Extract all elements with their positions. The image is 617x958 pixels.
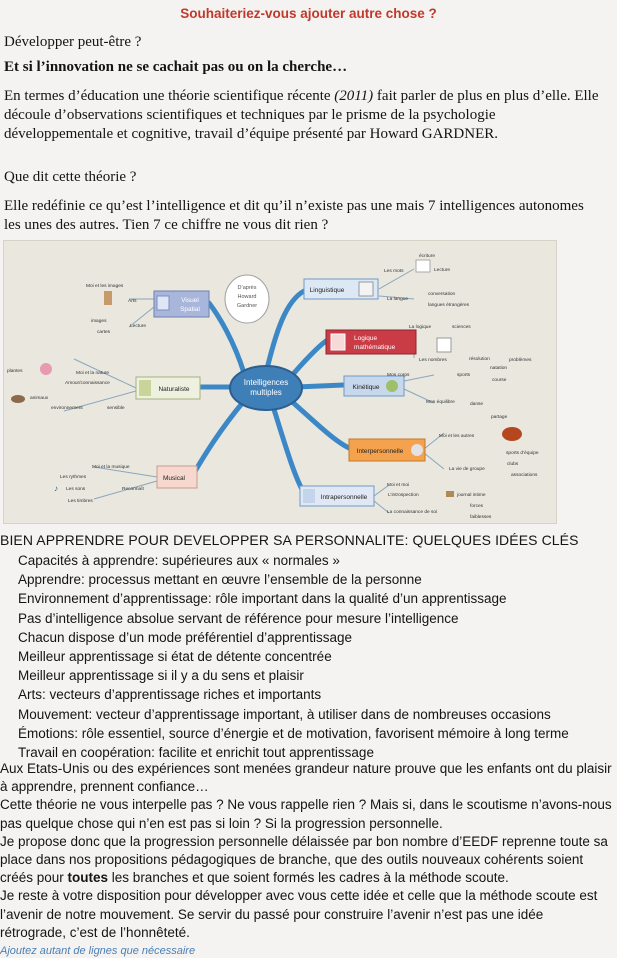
key-idea-item: Chacun dispose d’un mode préférentiel d’apprentissage xyxy=(18,629,352,645)
leaf-danse: danse xyxy=(470,402,484,407)
branch-kinetique xyxy=(344,376,404,396)
key-idea-item: Travail en coopération: facilite et enrichit tout apprentissage xyxy=(18,744,374,760)
branch-musical xyxy=(157,466,197,488)
leaf-la-logique: La logique xyxy=(409,325,432,330)
leaf-sports: sports xyxy=(457,373,471,378)
leaf-la-langue: La langue xyxy=(387,297,409,302)
branch-visuel-spatial xyxy=(154,291,209,317)
leaf-mon-equilibre: Mon équilibre xyxy=(426,400,455,405)
leaf-sports-equipe: sports d’équipe xyxy=(506,451,539,456)
key-idea-item: Meilleur apprentissage si état de détente concentrée xyxy=(18,648,332,664)
leaf-arts: Arts xyxy=(128,299,137,304)
cloud-text-2: Howard xyxy=(237,294,257,300)
key-idea-item: Environnement d’apprentissage: rôle important dans la qualité d’un apprentissage xyxy=(18,591,507,607)
leaf-moi-nature: Moi et la nature xyxy=(76,371,110,376)
closing-paragraph-3 xyxy=(0,833,612,888)
gardner-cloud xyxy=(225,275,269,323)
music-note-icon: ♪ xyxy=(54,484,58,493)
leaf-cartes: cartes xyxy=(97,330,111,335)
visuel-label: Visuel xyxy=(181,297,199,304)
branch-intrapersonnelle xyxy=(300,486,374,506)
intro-question: Que dit cette théorie ? xyxy=(4,169,137,185)
key-idea-item: Mouvement: vecteur d’apprentissage important, à utiliser dans de nombreuses occasions xyxy=(18,706,551,722)
naturaliste-label: Naturaliste xyxy=(158,386,190,393)
mind-map-center xyxy=(230,366,302,410)
center-label-1: Intelligences xyxy=(243,378,289,387)
leaf-partage: partage xyxy=(491,415,508,420)
journal-icon xyxy=(446,491,454,497)
closing-paragraph-4: Je reste à votre disposition pour développer avec vous cette idée et celle que la méthode scoute est l’avenir de notre mouvement. Se servir du passé pour construire l’avenir n’est pas une idée rétrograde, c’est de l’honnêteté. xyxy=(0,888,598,940)
leaf-langues-etrangeres: langues étrangères xyxy=(428,303,470,308)
leaf-ecriture: écriture xyxy=(419,254,435,259)
kinetique-label: Kinétique xyxy=(352,384,380,391)
musical-label: Musical xyxy=(162,475,186,482)
closing-paragraph-1: Aux Etats-Unis ou des expériences sont menées grandeur nature prouve que les enfants ont du plaisir à apprendre, prennent confiance… xyxy=(0,761,612,795)
cloud-text-1: D’après xyxy=(237,285,257,291)
interpersonnelle-label: Interpersonnelle xyxy=(356,448,404,455)
leaf-timbres: Les timbres xyxy=(68,499,93,504)
key-idea-item: Meilleur apprentissage si il y a du sens et plaisir xyxy=(18,668,304,684)
leaf-natation: natation xyxy=(490,366,508,371)
intro-p1-year: (2011) xyxy=(334,88,374,104)
leaf-les-nombres: Les nombres xyxy=(419,358,447,363)
leaf-journal: journal intime xyxy=(457,493,486,498)
intro-paragraph-2: Elle redéfinie ce qu’est l’intelligence et dit qu’il n’existe pas une mais 7 intelligences autonomes les unes des autres. Tien 7 ce chiffre ne vous dit rien ? xyxy=(4,198,584,233)
leaf-moi-autres: Moi et les autres xyxy=(439,434,475,439)
closing-p3-bold: toutes xyxy=(67,870,109,886)
leaf-resolution: résolution xyxy=(469,357,490,362)
leaf-amour: Amour/connaissance xyxy=(65,381,110,386)
animal-icon xyxy=(11,395,25,403)
add-lines-hint: Ajoutez autant de lignes que nécessaire xyxy=(0,945,196,957)
center-label-2: multiples xyxy=(250,388,282,397)
leaf-associations: associations xyxy=(511,473,538,478)
rugby-ball-icon xyxy=(502,427,522,441)
spatial-label: Spatial xyxy=(180,306,200,313)
branch-interpersonnelle xyxy=(349,439,425,461)
leaf-animaux: animaux xyxy=(30,396,49,401)
logique-label: Logique xyxy=(354,335,378,342)
key-idea-item: Pas d’intelligence absolue servant de référence pour mesure l’intelligence xyxy=(18,610,459,626)
key-idea-item: Émotions: rôle essentiel, source d’énergie et de motivation, favorisent mémoire à long terme xyxy=(18,725,569,741)
branch-logique xyxy=(326,330,416,354)
cloud-text-3: Gardner xyxy=(236,303,258,309)
leaf-vie-groupe: La vie de groupe xyxy=(449,467,485,472)
flower-icon xyxy=(40,363,52,375)
intro-line-1: Développer peut-être ? xyxy=(4,34,142,50)
leaf-faiblesses: faiblesses xyxy=(470,515,492,520)
intrapersonnelle-label: Intrapersonnelle xyxy=(320,494,368,501)
leaf-moi-musique: Moi et la musique xyxy=(92,465,130,470)
intro-paragraph-1 xyxy=(4,87,604,144)
leaf-forces: forces xyxy=(470,504,484,509)
leaf-rythmes: Les rythmes xyxy=(60,475,87,480)
leaf-plantes: plantes xyxy=(7,369,23,374)
leaf-introspection: L’introspection xyxy=(388,493,419,498)
leaf-problemes: problèmes xyxy=(509,358,532,363)
intro-p1-text-b: fait parler de plus en plus d’elle. Elle découle d’observations scientifiques et techniques par le prisme de la psychologie développementale et cognitive, travail d’équipe présenté par Howard GARDNER. xyxy=(4,88,599,142)
leaf-images: images xyxy=(91,319,107,324)
leaf-moi-images: Moi et les images xyxy=(86,284,124,289)
leaf-environnement: environnement xyxy=(51,406,83,411)
leaf-lecture-2: Lecture xyxy=(130,324,146,329)
key-idea-item: Arts: vecteurs d’apprentissage riches et importants xyxy=(18,687,322,703)
leaf-les-mots: Les mots xyxy=(384,269,404,274)
linguistique-label: Linguistique xyxy=(309,287,345,294)
mind-map-figure xyxy=(3,240,557,524)
intro-line-2: Et si l’innovation ne se cachait pas ou on la cherche… xyxy=(4,59,348,75)
form-question-heading: Souhaiteriez-vous ajouter autre chose ? xyxy=(180,6,437,21)
leaf-lecture-1: Lecture xyxy=(434,268,450,273)
leaf-sciences: sciences xyxy=(452,325,471,330)
book-icon xyxy=(416,260,430,272)
closing-p3-text-b: les branches et que soient formés les cadres à la méthode scoute. xyxy=(108,870,509,886)
closing-p3-text-a: Je propose donc que la progression personnelle délaissée par bon nombre d’EEDF reprenne toute sa place dans nos propositions pédagogiques de branche, que des outils nouveaux cohérents soient créés pour xyxy=(0,833,608,886)
branch-linguistique xyxy=(304,279,378,299)
key-ideas-title: BIEN APPRENDRE POUR DEVELOPPER SA PERSONNALITE: QUELQUES IDÉES CLÉS xyxy=(0,532,579,548)
leaf-connaissance-soi: La connaissance de soi xyxy=(387,510,438,515)
leaf-les-sons: Les sons xyxy=(66,487,86,492)
intro-p1-text-a: En termes d’éducation une théorie scientifique récente xyxy=(4,88,335,104)
leaf-moi-moi: Moi et moi xyxy=(387,483,410,488)
leaf-clubs: clubs xyxy=(507,462,519,467)
calculator-icon xyxy=(437,338,451,352)
key-ideas-list xyxy=(18,551,569,762)
branch-naturaliste xyxy=(136,377,200,399)
closing-text xyxy=(0,760,612,942)
key-idea-item: Apprendre: processus mettant en œuvre l’ensemble de la personne xyxy=(18,572,422,588)
leaf-conversation: conversation xyxy=(428,292,456,297)
leaf-mon-corps: Mon corps xyxy=(387,373,410,378)
key-idea-item: Capacités à apprendre: supérieures aux « normales » xyxy=(18,553,340,568)
paint-icon xyxy=(104,291,112,305)
closing-paragraph-2: Cette théorie ne vous interpelle pas ? Ne vous rappelle rien ? Mais si, dans le scoutisme n’avons-nous pas quelque chose qui n’en est pas si loin ? Si la progression personnelle. xyxy=(0,797,612,831)
leaf-course: course xyxy=(492,378,507,383)
leaf-sensible: sensible xyxy=(107,406,125,411)
mathematique-label: mathématique xyxy=(354,344,396,351)
leaf-reconnait: Reconnaît xyxy=(122,487,144,492)
